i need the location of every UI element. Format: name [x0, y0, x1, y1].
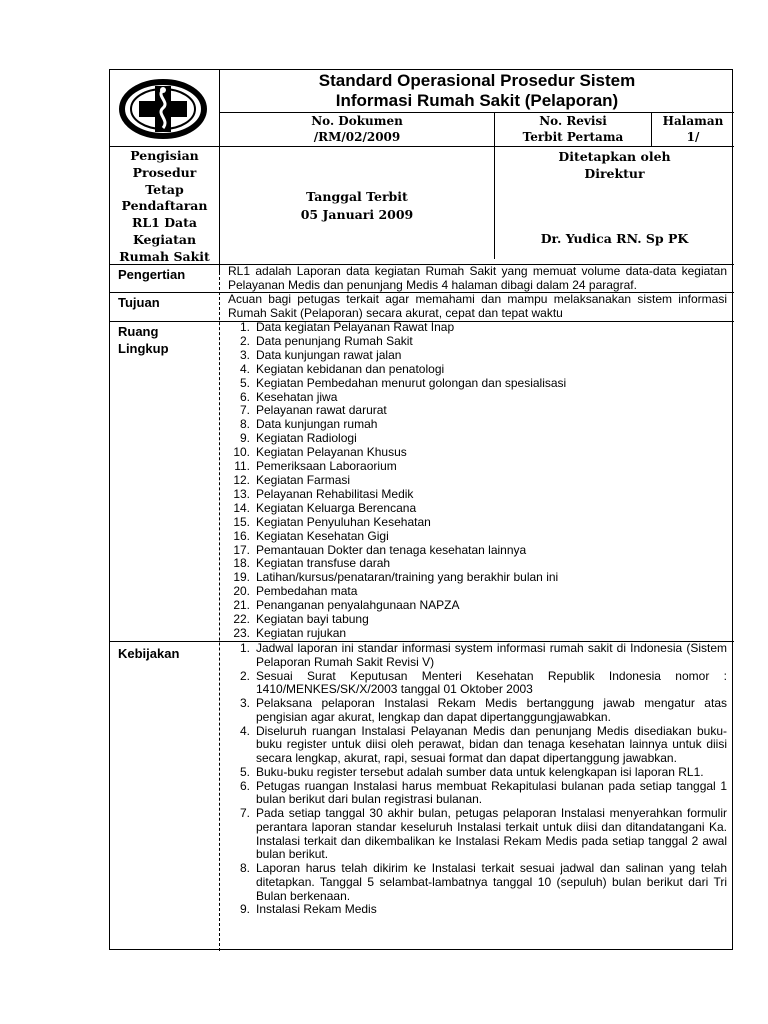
tujuan-text: Acuan bagi petugas terkait agar memahami dan mampu melaksanakan sistem informasi Rumah Sakit (Pelaporan) secara akurat, cepat dan tepat waktu: [228, 292, 727, 320]
ditetapkan-label: Ditetapkan oleh: [558, 149, 671, 164]
kebijakan-item: [228, 903, 727, 917]
kebijakan-item: [228, 862, 727, 903]
ruang-lingkup-item-number: 21.: [233, 598, 250, 613]
ruang-lingkup-item-text: Kesehatan jiwa: [256, 389, 338, 404]
kebijakan-item-text: Buku-buku register tersebut adalah sumber data untuk kelengkapan isi laporan RL1.: [256, 764, 704, 779]
kebijakan-label: Kebijakan: [118, 646, 180, 661]
kebijakan-item-number: 6.: [239, 778, 250, 793]
no-dokumen-label: No. Dokumen: [311, 114, 403, 128]
kebijakan-item: [228, 807, 727, 862]
ruang-lingkup-item: [228, 391, 727, 405]
ruang-lingkup-item-text: Kegiatan bayi tabung: [256, 612, 369, 627]
kebijakan-list: [228, 642, 727, 917]
ruang-lingkup-label: Ruang Lingkup: [118, 324, 169, 356]
ruang-lingkup-item: [228, 363, 727, 377]
ditetapkan-role: Direktur: [584, 166, 645, 181]
ruang-lingkup-item-number: 17.: [233, 542, 250, 557]
kebijakan-item-number: 3.: [239, 696, 250, 710]
ruang-lingkup-item-text: Data penunjang Rumah Sakit: [256, 333, 413, 348]
ruang-lingkup-item-number: 15.: [233, 514, 250, 529]
ditetapkan-block: [495, 148, 734, 182]
ruang-lingkup-item-text: Data kunjungan rawat jalan: [256, 347, 402, 362]
ruang-lingkup-item-text: Kegiatan Pelayanan Khusus: [256, 445, 407, 460]
kebijakan-item-number: 9.: [239, 902, 250, 917]
ruang-lingkup-item-text: Penanganan penyalahgunaan NAPZA: [256, 598, 460, 613]
ruang-lingkup-item-text: Data kunjungan rumah: [256, 417, 378, 432]
ruang-lingkup-item-number: 23.: [233, 625, 250, 640]
ruang-lingkup-item: [228, 460, 727, 474]
hospital-logo-icon: [116, 76, 210, 140]
ruang-lingkup-item-number: 19.: [233, 570, 250, 585]
ruang-lingkup-item: [228, 349, 727, 363]
ruang-lingkup-item-number: 2.: [239, 333, 250, 348]
kebijakan-item-text: Instalasi Rekam Medis: [256, 902, 377, 917]
kebijakan-item-number: 1.: [239, 641, 250, 655]
ruang-lingkup-item: [228, 516, 727, 530]
ruang-lingkup-item-number: 20.: [233, 584, 250, 599]
tujuan-label: Tujuan: [118, 295, 160, 310]
ruang-lingkup-item: [228, 377, 727, 391]
ruang-lingkup-item-number: 12.: [233, 472, 250, 487]
kebijakan-item-number: 7.: [239, 806, 250, 820]
no-revisi-cell: [495, 113, 651, 145]
ruang-lingkup-item-text: Kegiatan transfuse darah: [256, 556, 391, 571]
ruang-lingkup-item: [228, 557, 727, 571]
ruang-lingkup-item-number: 22.: [233, 612, 250, 627]
signatory: Dr. Yudica RN. Sp PK: [540, 231, 689, 246]
ruang-lingkup-item-text: Pemantauan Dokter dan tenaga kesehatan lainnya: [256, 542, 527, 557]
halaman-value: 1/: [686, 130, 700, 144]
kebijakan-item-number: 4.: [239, 723, 250, 738]
tanggal-label: Tanggal Terbit: [306, 189, 408, 204]
kebijakan-item-text: Pelaksana pelaporan Instalasi Rekam Medis bertanggung jawab mengatur atas pengisian agar akurat, lengkap dan dapat dipertanggungjawabkan.: [256, 696, 727, 724]
ruang-lingkup-item-number: 3.: [239, 347, 250, 362]
kebijakan-item-number: 5.: [239, 764, 250, 779]
kebijakan-item-text: Diseluruh ruangan Instalasi Pelayanan Medis dan penunjang Medis disediakan buku-buku register untuk diisi oleh perawat, bidan dan tenaga kesehatan lainnya untuk diisi secara lengkap, akurat, rapi, sesuai format dan dapat dipertanggung jawabkan.: [256, 723, 727, 765]
ruang-lingkup-item-text: Kegiatan kebidanan dan penatologi: [256, 361, 445, 376]
kebijakan-item: [228, 725, 727, 766]
ruang-lingkup-item-number: 5.: [239, 375, 250, 390]
ruang-lingkup-item: [228, 474, 727, 488]
ruang-lingkup-item-text: Pelayanan rawat darurat: [256, 403, 387, 418]
ruang-lingkup-item: [228, 446, 727, 460]
kebijakan-item-text: Pada setiap tanggal 30 akhir bulan, petugas pelaporan Instalasi menyerahkan formulir perantara laporan standar keseluruh Instalasi terkait untuk diisi dan ditandatangani Ka. Instalasi terkait dan dikembalikan ke Instalasi Rekam Medis pada setiap tanggal 2 awal bulan berikut.: [256, 806, 727, 862]
sop-document: [109, 69, 733, 950]
ruang-lingkup-item-number: 9.: [239, 431, 250, 446]
ruang-lingkup-item-number: 8.: [239, 417, 250, 432]
kebijakan-item-text: Laporan harus telah dikirim ke Instalasi terkait sesuai jadwal dan salinan yang telah ditetapkan. Tanggal 5 selambat-lambatnya tanggal 10 (sepuluh) bulan berikut dari Tri Bulan berkenaan.: [256, 861, 727, 903]
ruang-lingkup-item-text: Kegiatan Keluarga Berencana: [256, 500, 417, 515]
ruang-lingkup-item: [228, 335, 727, 349]
ruang-lingkup-item: [228, 488, 727, 502]
ruang-lingkup-item-number: 11.: [234, 459, 250, 474]
ruang-lingkup-item: [228, 599, 727, 613]
title-line-1: Standard Operasional Prosedur Sistem: [318, 71, 636, 90]
ruang-lingkup-item-number: 16.: [233, 528, 250, 543]
ruang-lingkup-item-number: 13.: [233, 486, 250, 501]
ruang-lingkup-item-text: Pemeriksaan Laboraorium: [256, 459, 397, 474]
ruang-lingkup-item-number: 4.: [239, 361, 250, 376]
kebijakan-item: [228, 697, 727, 725]
kebijakan-item: [228, 670, 727, 698]
procedure-name: Pengisian Prosedur Tetap Pendaftaran RL1 Data Kegiatan Rumah Sakit: [119, 148, 210, 264]
kebijakan-item-text: Jadwal laporan ini standar informasi system informasi rumah sakit di Indonesia (Sistem Pelaporan Rumah Sakit Revisi V): [256, 641, 727, 669]
ruang-lingkup-item: [228, 613, 727, 627]
ruang-lingkup-item: [228, 627, 727, 641]
kebijakan-item-number: 2.: [239, 668, 250, 683]
ruang-lingkup-item-text: Latihan/kursus/penataran/training yang berakhir bulan ini: [256, 570, 559, 585]
no-dokumen-value: /RM/02/2009: [313, 130, 401, 144]
ruang-lingkup-item: [228, 585, 727, 599]
ruang-lingkup-item-text: Pembedahan mata: [256, 584, 358, 599]
ruang-lingkup-item: [228, 321, 727, 335]
ruang-lingkup-item-text: Kegiatan Radiologi: [256, 431, 357, 446]
ruang-lingkup-item-text: Pelayanan Rehabilitasi Medik: [256, 486, 414, 501]
kebijakan-item-text: Petugas ruangan Instalasi harus membuat Rekapitulasi bulanan pada setiap tanggal 1 bulan berikut dari bulan registrasi bulanan.: [256, 778, 727, 807]
kebijakan-item: [228, 766, 727, 780]
kebijakan-item-number: 8.: [239, 861, 250, 875]
ruang-lingkup-item: [228, 502, 727, 516]
ruang-lingkup-item: [228, 530, 727, 544]
kebijakan-item-text: Sesuai Surat Keputusan Menteri Kesehatan Republik Indonesia nomor : 1410/MENKES/SK/X/2003 tanggal 01 Oktober 2003: [256, 668, 727, 697]
no-revisi-label: No. Revisi: [539, 114, 607, 128]
kebijakan-item: [228, 642, 727, 670]
document-title: [220, 71, 734, 113]
no-revisi-value: Terbit Pertama: [522, 130, 624, 144]
ruang-lingkup-item-number: 6.: [239, 389, 250, 404]
tanggal-value: 05 Januari 2009: [300, 207, 414, 222]
ruang-lingkup-list: [228, 321, 727, 641]
ruang-lingkup-item-text: Kegiatan Farmasi: [256, 472, 351, 487]
ruang-lingkup-item-text: Data kegiatan Pelayanan Rawat Inap: [256, 320, 455, 334]
no-dokumen-cell: [220, 113, 494, 145]
ruang-lingkup-item: [228, 571, 727, 585]
ruang-lingkup-item-number: 10.: [233, 445, 250, 460]
ruang-lingkup-item: [228, 404, 727, 418]
kebijakan-item: [228, 780, 727, 808]
pengertian-label: Pengertian: [118, 267, 186, 282]
ruang-lingkup-item-number: 18.: [233, 556, 250, 571]
ruang-lingkup-item-text: Kegiatan Penyuluhan Kesehatan: [256, 514, 431, 529]
ruang-lingkup-item-number: 14.: [233, 500, 250, 515]
halaman-cell: [652, 113, 734, 145]
ruang-lingkup-item: [228, 544, 727, 558]
halaman-label: Halaman: [662, 114, 724, 128]
ruang-lingkup-item-number: 1.: [239, 320, 250, 334]
ruang-lingkup-item-number: 7.: [239, 403, 250, 418]
ruang-lingkup-item: [228, 418, 727, 432]
ruang-lingkup-item-text: Kegiatan Pembedahan menurut golongan dan spesialisasi: [256, 375, 567, 390]
ruang-lingkup-item-text: Kegiatan rujukan: [256, 625, 347, 640]
tanggal-terbit: [220, 188, 494, 224]
ruang-lingkup-item: [228, 432, 727, 446]
pengertian-text: RL1 adalah Laporan data kegiatan Rumah Sakit yang memuat volume data-data kegiatan Pelayanan Medis dan penunjang Medis 4 halaman dibagi dalam 24 paragraf.: [228, 264, 727, 292]
title-line-2: Informasi Rumah Sakit (Pelaporan): [335, 91, 619, 110]
ruang-lingkup-item-text: Kegiatan Kesehatan Gigi: [256, 528, 389, 543]
